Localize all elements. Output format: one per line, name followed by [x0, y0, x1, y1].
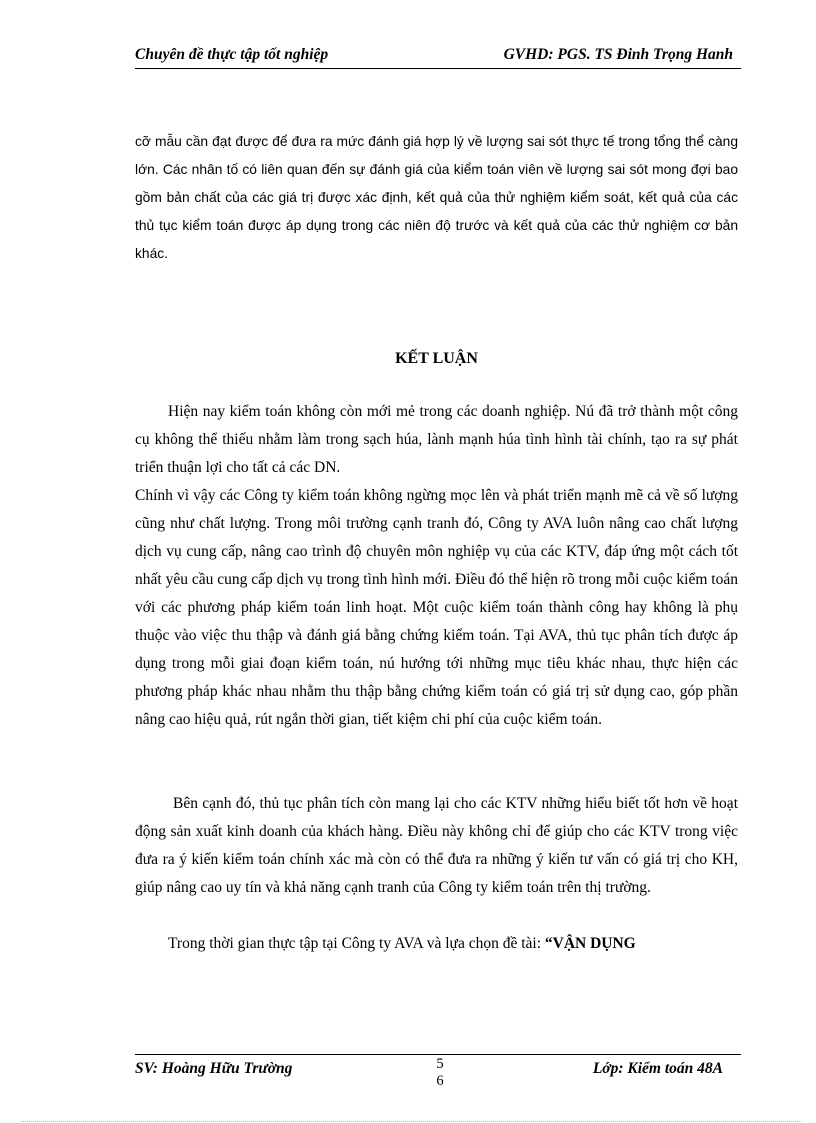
page-footer	[135, 1054, 741, 1095]
paragraph-sample-size: cỡ mẫu cần đạt được để đưa ra mức đánh giá hợp lý về lượng sai sót thực tế trong tổng thể càng lớn. Các nhân tố có liên quan đến sự đánh giá của kiểm toán viên về lượng sai sót mong đợi bao gồm bản chất của các giá trị được xác định, kết quả của thử nghiệm kiểm soát, kết quả của các thủ tục kiểm toán được áp dụng trong các niên độ trước và kết quả của các thử nghiệm cơ bản khác.	[135, 134, 742, 261]
paragraph-analytical-procedures: Bên cạnh đó, thủ tục phân tích còn mang lại cho các KTV những hiểu biết tốt hơn về hoạt động sản xuất kinh doanh của khách hàng. Điều này không chỉ để giúp cho các KTV trong việc đưa ra ý kiến kiểm toán chính xác mà còn có thể đưa ra những ý kiến tư vấn có giá trị cho KH, giúp nâng cao uy tín và khả năng cạnh tranh của Công ty kiểm toán trên thị trường.	[135, 795, 742, 896]
section-title-conclusion: KẾT LUẬN	[395, 350, 478, 367]
header-document-title: Chuyên đề thực tập tốt nghiệp	[135, 46, 329, 63]
internship-text: Trong thời gian thực tập tại Công ty AVA và lựa chọn đề tài:	[168, 935, 545, 952]
footer-class: Lớp: Kiểm toán 48A	[592, 1060, 723, 1077]
footer-student-name: SV: Hoàng Hữu Trường	[135, 1060, 293, 1077]
page-header	[135, 46, 741, 69]
page-bottom-border	[22, 1121, 802, 1122]
header-supervisor: GVHD: PGS. TS Đinh Trọng Hanh	[503, 46, 733, 63]
paragraph-audit-intro: Hiện nay kiểm toán không còn mới mẻ trong các doanh nghiệp. Nú đã trở thành một công cụ không thể thiếu nhằm làm trong sạch húa, lành mạnh húa tình hình tài chính, tạo ra sự phát triển thuận lợi cho tất cả các DN.	[135, 403, 742, 476]
paragraph-ava-company: Chính vì vậy các Công ty kiểm toán không ngừng mọc lên và phát triển mạnh mẽ cả về số lượng cũng như chất lượng. Trong môi trường cạnh tranh đó, Công ty AVA luôn nâng cao chất lượng dịch vụ cung cấp, nâng cao trình độ chuyên môn nghiệp vụ của các KTV, đáp ứng một cách tốt nhất yêu cầu cung cấp dịch vụ trong tình hình mới. Điều đó thể hiện rõ trong mỗi cuộc kiểm toán với các phương pháp kiểm toán linh hoạt. Một cuộc kiểm toán thành công hay không là phụ thuộc vào việc thu thập và đánh giá bằng chứng kiểm toán. Tại AVA, thủ tục phân tích được áp dụng trong mỗi giai đoạn kiểm toán, nú hướng tới những mục tiêu khác nhau, thực hiện các phương pháp khác nhau nhằm thu thập bằng chứng kiểm toán có giá trị sử dụng cao, góp phần nâng cao hiệu quả, rút ngắn thời gian, tiết kiệm chi phí của cuộc kiểm toán.	[135, 487, 742, 728]
topic-title-start: “VẬN DỤNG	[544, 935, 636, 952]
paragraph-internship-topic	[135, 930, 738, 958]
page-number: 5 6	[436, 1056, 444, 1089]
